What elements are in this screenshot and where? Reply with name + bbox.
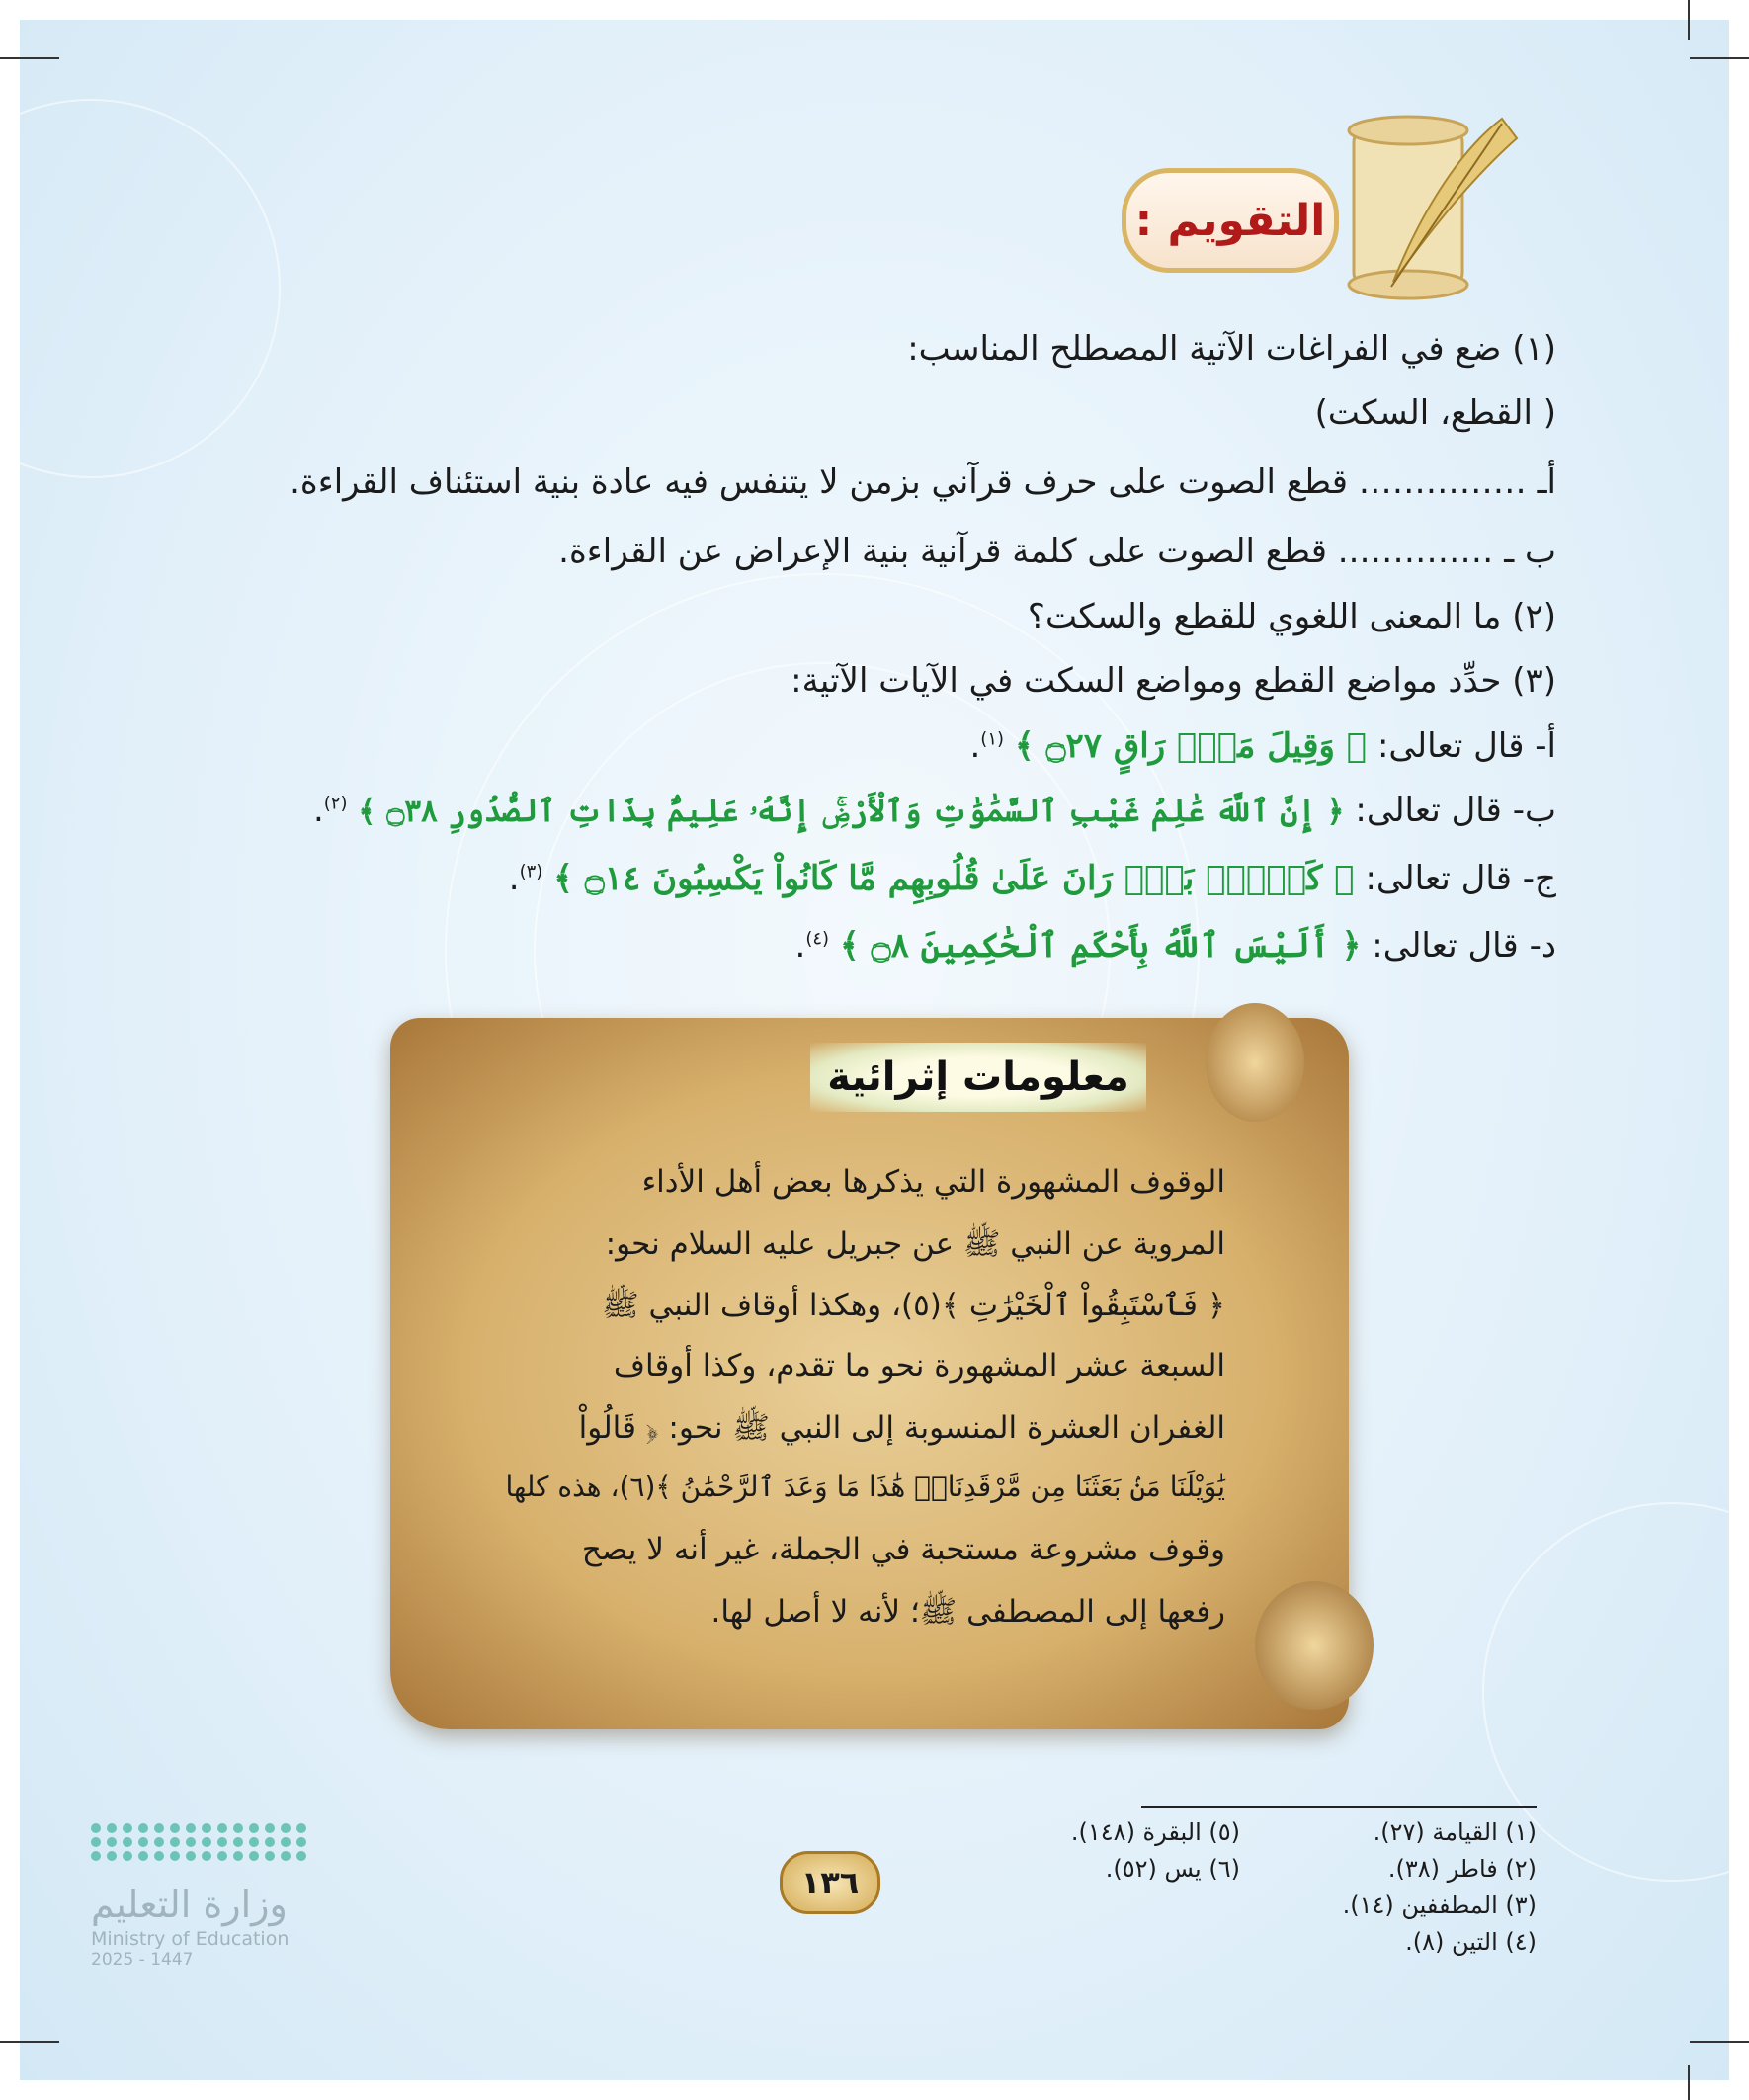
crop-mark [0, 57, 59, 59]
verse-text: ﴿ أَلَيْسَ ٱللَّهُ بِأَحْكَمِ ٱلْحَٰكِمِينَ ۝٨ ﴾ [839, 926, 1362, 966]
ministry-logo [91, 1823, 318, 1970]
background-ornament [20, 99, 281, 478]
verse-text: ﴿ إِنَّ ٱللَّهَ عَٰلِمُ غَيْبِ ٱلسَّمَٰوَٰتِ وَٱلْأَرْضِۚ إِنَّهُۥ عَلِيمٌۢ بِذَاتِ ٱلصُّدُورِ ۝٣٨ ﴾ [358, 794, 1345, 829]
enrichment-line: ﴿ فَٱسْتَبِقُواْ ٱلْخَيْرَٰتِ ﴾(٥)، وهكذا أوقاف النبي ﷺ [602, 1288, 1225, 1323]
footnote: (٥) البقرة (١٤٨). [1070, 1818, 1240, 1846]
crop-mark [1690, 57, 1749, 59]
question-1-prompt: (١) ضع في الفراغات الآتية المصطلح المناسب: [907, 329, 1556, 369]
logo-year: 2025 - 1447 [91, 1950, 194, 1970]
crop-mark [1688, 0, 1690, 40]
enrichment-title: معلومات إثرائية [827, 1054, 1129, 1100]
page-number-ornament [761, 1843, 899, 1922]
verse-text: ﴿ كَلَّاۖ بَلْۜ رَانَ عَلَىٰ قُلُوبِهِم مَّا كَانُواْ يَكْسِبُونَ ۝١٤ ﴾ [553, 859, 1355, 898]
enrichment-line: رفعها إلى المصطفى ﷺ؛ لأنه لا أصل لها. [710, 1594, 1225, 1630]
verse-line-c: ج- قال تعالى: ﴿ كَلَّاۖ بَلْۜ رَانَ عَلَىٰ قُلُوبِهِم مَّا كَانُواْ يَكْسِبُونَ ۝١٤ ﴾ $^{(٣)}$. [508, 859, 1556, 898]
footnote: (١) القيامة (٢٧). [1373, 1818, 1537, 1846]
crop-mark [0, 2041, 59, 2043]
footnote: (٣) المطففين (١٤). [1342, 1891, 1537, 1919]
question-1-item-a: أـ …………… قطع الصوت على حرف قرآني بزمن لا يتنفس فيه عادة بنية استئناف القراءة. [290, 462, 1556, 502]
verse-line-b: ب- قال تعالى: ﴿ إِنَّ ٱللَّهَ عَٰلِمُ غَيْبِ ٱلسَّمَٰوَٰتِ وَٱلْأَرْضِۚ إِنَّهُۥ عَلِيمٌۢ بِذَاتِ ٱلصُّدُورِ ۝٣٨ ﴾ $^{(٢)}$. [312, 791, 1556, 830]
question-2: (٢) ما المعنى اللغوي للقطع والسكت؟ [1027, 597, 1556, 636]
enrichment-line: الغفران العشرة المنسوبة إلى النبي ﷺ نحو: ﴿ قَالُواْ [578, 1410, 1225, 1446]
verse-prefix: ب- قال تعالى: [1355, 791, 1556, 830]
enrichment-line: المروية عن النبي ﷺ عن جبريل عليه السلام نحو: [605, 1226, 1225, 1262]
footnote-ref: (٣) [519, 861, 543, 882]
logo-english-text: Ministry of Education [91, 1928, 290, 1950]
crop-mark [1690, 2041, 1749, 2043]
enrichment-line: وقوف مشروعة مستحبة في الجملة، غير أنه لا يصح [581, 1532, 1225, 1567]
footnote-ref: (٢) [323, 793, 348, 814]
verse-text: ﴿ وَقِيلَ مَنْۜ رَاقٍ ۝٢٧ ﴾ [1014, 726, 1368, 766]
verse-prefix: أ- قال تعالى: [1376, 726, 1556, 766]
page-number: ١٣٦ [780, 1851, 880, 1914]
section-title: التقويم : [1134, 195, 1326, 246]
footnote: (٢) فاطر (٣٨). [1387, 1855, 1537, 1883]
footnote: (٦) يس (٥٢). [1105, 1855, 1240, 1883]
question-3-prompt: (٣) حدِّد مواضع القطع ومواضع السكت في الآيات الآتية: [791, 661, 1556, 701]
footnote-separator [1141, 1806, 1537, 1808]
verse-line-a: أ- قال تعالى: ﴿ وَقِيلَ مَنْۜ رَاقٍ ۝٢٧ ﴾ $^{(١)}$. [969, 726, 1556, 766]
verse-prefix: ج- قال تعالى: [1365, 859, 1556, 898]
question-1-options: ( القطع، السكت) [1314, 393, 1556, 433]
quill-scroll-icon [1314, 109, 1541, 306]
enrichment-title-box [810, 1043, 1146, 1112]
scroll-roll [1255, 1581, 1374, 1710]
verse-line-d: د- قال تعالى: ﴿ أَلَيْسَ ٱللَّهُ بِأَحْكَمِ ٱلْحَٰكِمِينَ ۝٨ ﴾ $^{(٤)}$. [794, 926, 1556, 966]
footnote-ref: (١) [980, 728, 1005, 750]
logo-arabic-text: وزارة التعليم [91, 1883, 288, 1926]
scroll-roll [1206, 1003, 1304, 1122]
verse-prefix: د- قال تعالى: [1372, 926, 1556, 966]
logo-dots-icon [91, 1823, 318, 1861]
section-title-badge [1122, 168, 1339, 273]
enrichment-line: يَٰوَيْلَنَا مَنۢ بَعَثَنَا مِن مَّرْقَدِنَاۜۗ هَٰذَا مَا وَعَدَ ٱلرَّحْمَٰنُ ﴾(٦)، هذه كلها [505, 1470, 1225, 1503]
crop-mark [1688, 2065, 1690, 2100]
enrichment-line: الوقوف المشهورة التي يذكرها بعض أهل الأداء [641, 1164, 1225, 1200]
question-1-item-b: ب ـ ………….. قطع الصوت على كلمة قرآنية بنية الإعراض عن القراءة. [558, 532, 1556, 571]
enrichment-line: السبعة عشر المشهورة نحو ما تقدم، وكذا أوقاف [613, 1348, 1225, 1384]
footnote-ref: (٤) [805, 928, 830, 950]
footnote: (٤) التين (٨). [1405, 1928, 1537, 1956]
